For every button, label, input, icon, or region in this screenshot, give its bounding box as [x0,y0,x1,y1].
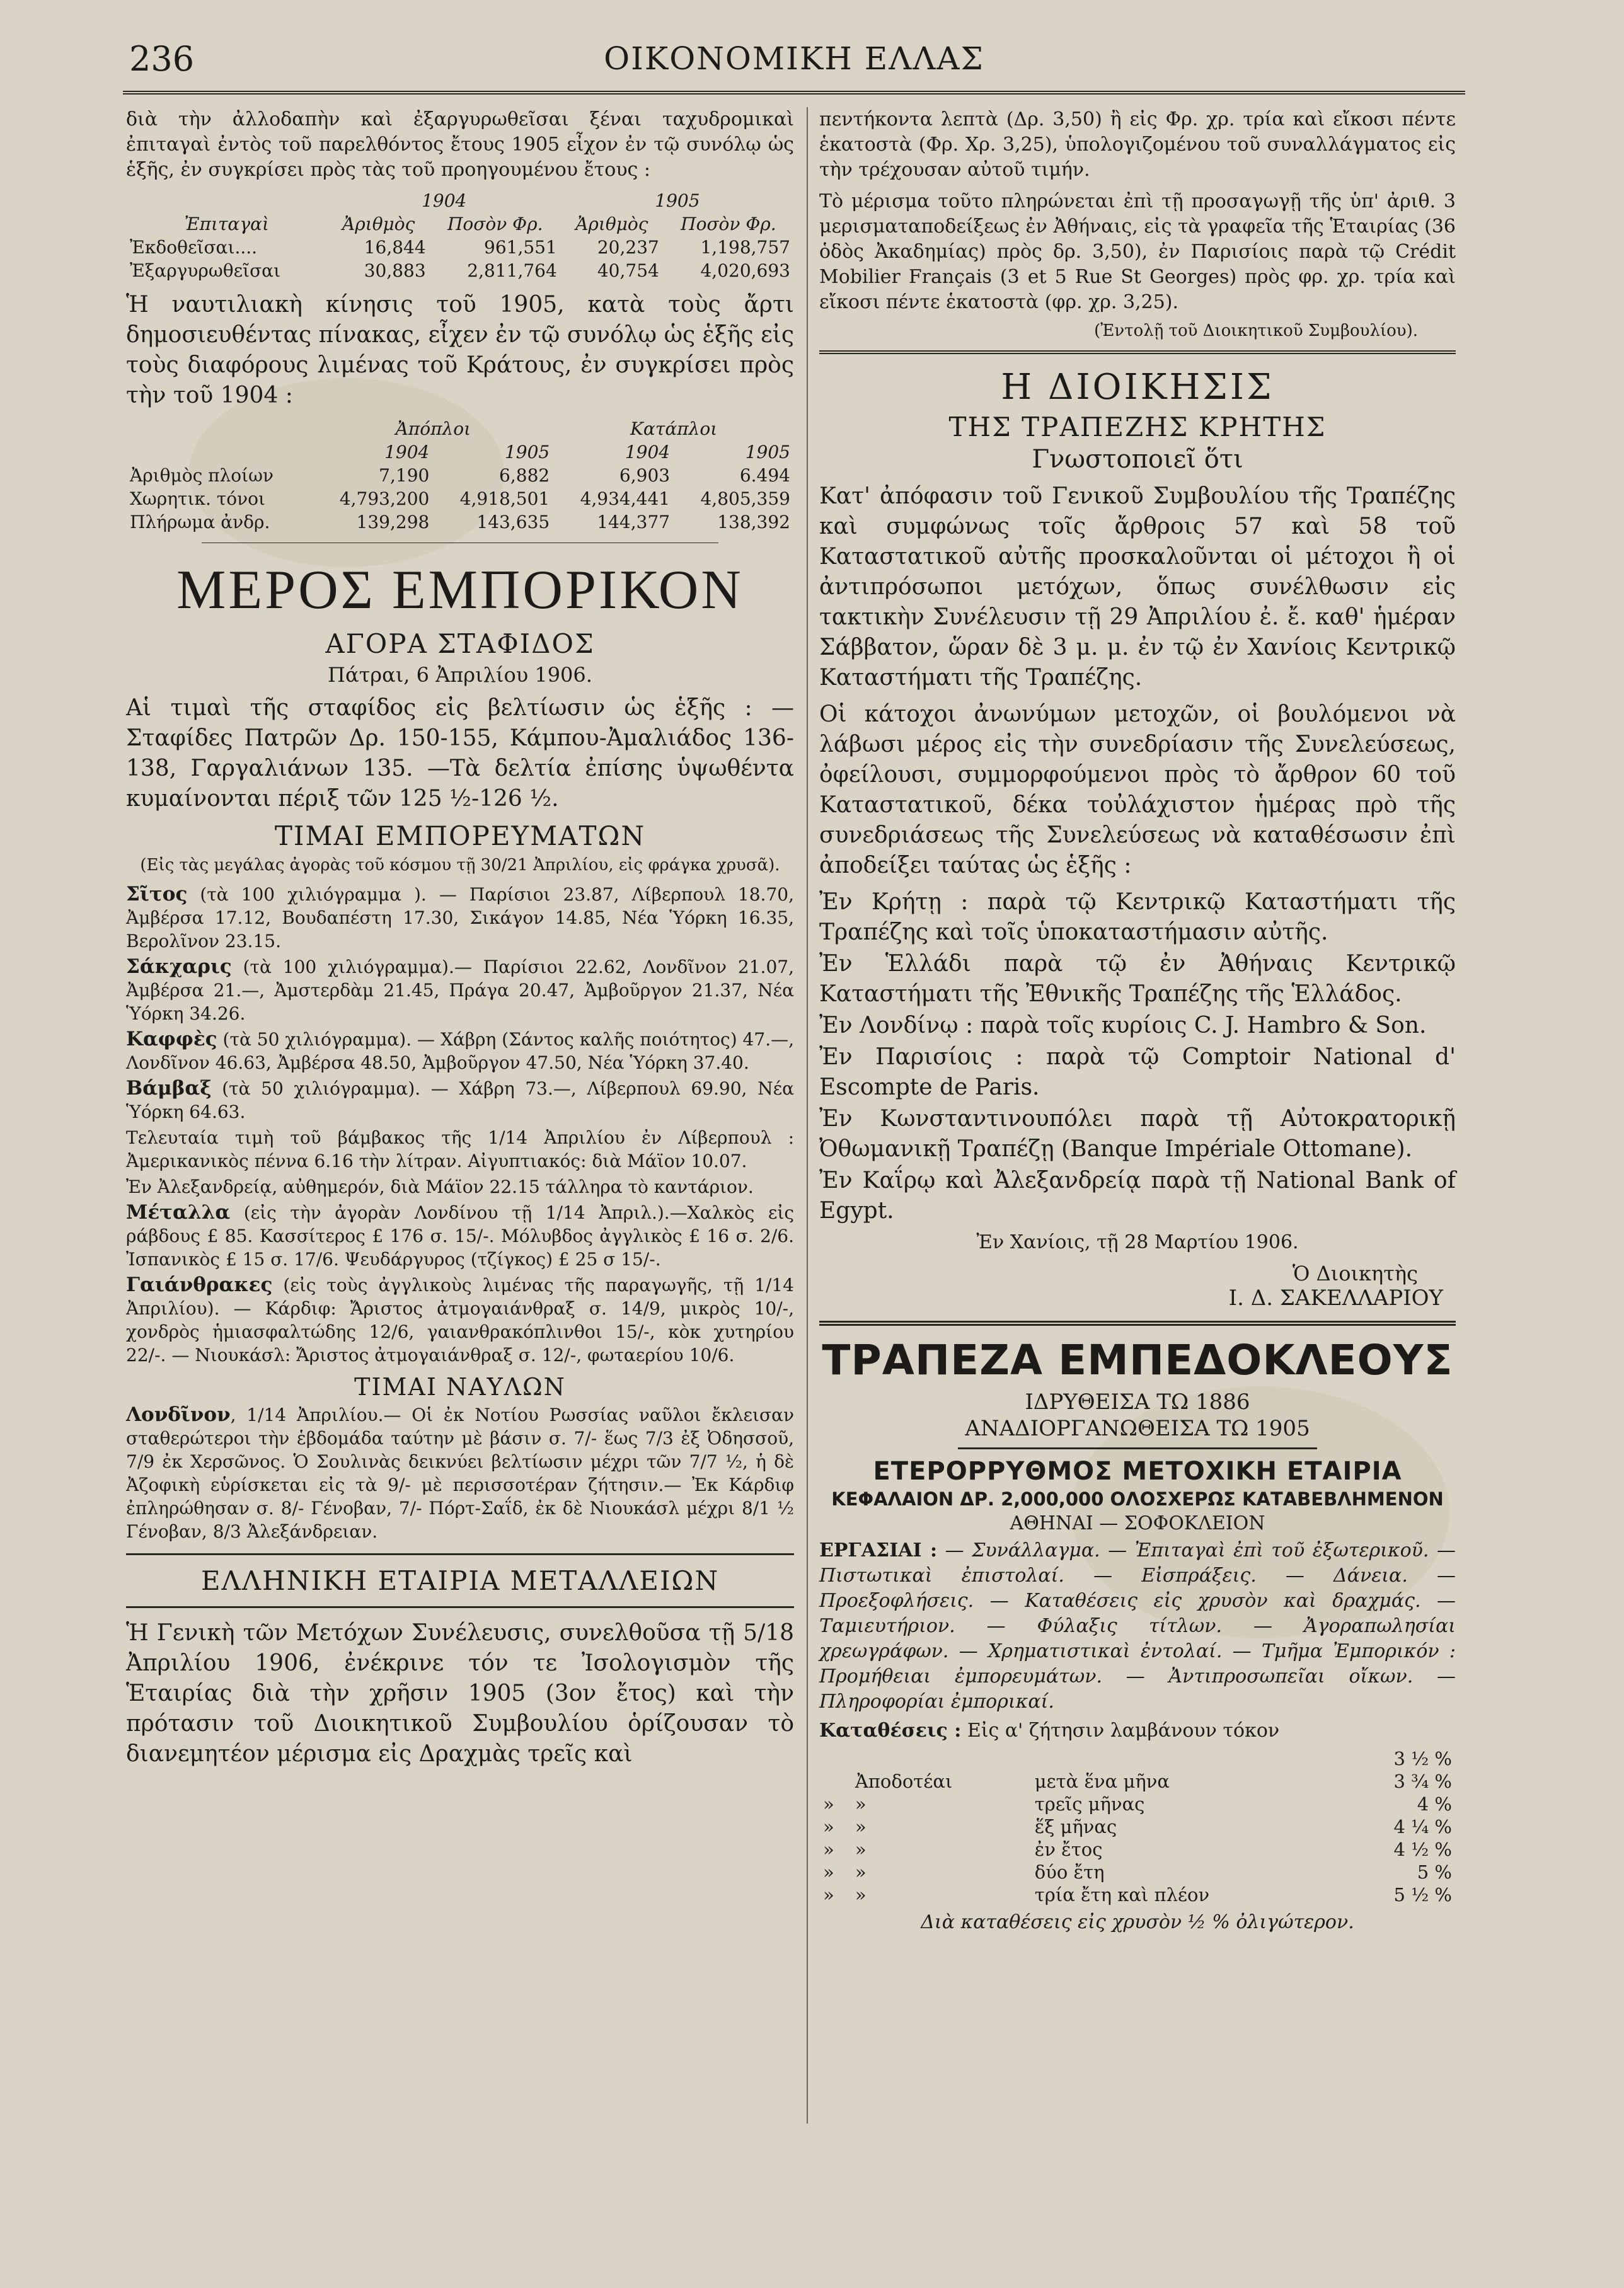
table-cell: τρεῖς μῆνας [1034,1793,1145,1815]
commodity-text: (τὰ 100 χιλιόγραμμα ). — Παρίσιοι 23.87, Λίβερπουλ 18.70, Ἀμβέρσα 17.12, Βουδαπέστη 17.30, Σικάγον 14.85, Νέα Ὑόρκη 16.35, Βερολῖνον 23.15. [126,884,794,951]
table-header: Ποσὸν Φρ. [447,214,543,234]
table-cell: » [823,1839,834,1860]
table-row [819,1815,1456,1838]
commodity-name: Καφφὲς [126,1028,217,1050]
table-cell: ἕξ μῆνας [1034,1816,1117,1837]
section-rule [126,1553,794,1555]
shipping-intro: Ἡ ναυτιλιακὴ κίνησις τοῦ 1905, κατὰ τοὺς ἄρτι δημοσιευθέντας πίνακας, εἶχεν ἐν τῷ συνόλῳ ὡς ἑξῆς εἰς τοὺς διαφόρους λιμένας τοῦ Κράτους, ἐν συγκρίσει πρὸς τὴν τοῦ 1904 : [126,292,794,408]
table-cell: 16,844 [364,237,426,258]
mining-company-text: Ἡ Γενικὴ τῶν Μετόχων Συνέλευσις, συνελθοῦσα τῇ 5/18 Ἀπριλίου 1906, ἐνέκρινε τόν τε Ἰσολογισμὸν τῆς Ἑταιρίας διὰ τὴν χρῆσιν 1905 (3ον ἔτος) καὶ τὴν πρότασιν τοῦ Διοικητικοῦ Συμβουλίου ὁρίζουσαν τὸ διανεμητέον μέρισμα εἰς Δραχμὰς τρεῖς καὶ [126,1620,794,1767]
commodity-text: (εἰς τὴν ἀγορὰν Λονδίνου τῇ 1/14 Ἀπριλ.).—Χαλκὸς εἰς ράβδους £ 85. Κασσίτερος £ 176 σ. 15/-. Μόλυβδος ἀγγλικὸς £ 16 σ. 2/6. Ἰσπανικὸς £ 15 σ. 17/6. Ψευδάργυρος (τζίγκος) £ 25 σ 15/-. [126,1202,794,1270]
bank-deposits [819,1718,1456,1744]
table-cell: Χωρητικ. τόνοι [130,488,265,509]
deposit-location: Ἐν Κωνσταντινουπόλει παρὰ τῇ Αὐτοκρατορικῇ Ὀθωμανικῇ Τραπέζῃ (Banque Impériale Ottomane). [819,1106,1456,1162]
table-cell: » [823,1884,834,1906]
table-cell: 20,237 [597,237,659,258]
meeting-notice: Κατ' ἀπόφασιν τοῦ Γενικοῦ Συμβουλίου τῆς Τραπέζης καὶ συμφώνως τοῖς ἄρθροις 57 καὶ 58 τοῦ Καταστατικοῦ αὐτῆς προσκαλοῦνται οἱ μέτοχοι ἢ οἱ ἀντιπρόσωποι μετόχων, ὅπως συνέλθωσιν εἰς τακτικὴν Συνέλευσιν τῇ 29 Ἀπριλίου ἐ. ἔ. καθ' ἡμέραν Σάββατον, ὥραν δὲ 3 μ. μ. ἐν τῷ ἐν Χανίοις Κεντρικῷ Καταστήματι τῆς Τραπέζης. [819,483,1456,691]
table-row [819,1793,1456,1815]
table-year-row [126,189,794,212]
commodity-item [126,1273,794,1367]
governor-label: Ὁ Διοικητὴς [1292,1262,1418,1285]
announcement-date: Ἐν Χανίοις, τῇ 28 Μαρτίου 1906. [976,1231,1299,1253]
table-cell: » [855,1816,867,1837]
table-cell: » [823,1816,834,1837]
right-column [819,107,1456,1933]
left-column [126,107,794,1776]
table-group: Κατάπλοι [630,418,718,439]
mining-company-title: ΕΛΛΗΝΙΚΗ ΕΤΑΙΡΙΑ ΜΕΤΑΛΛΕΙΩΝ [200,1565,720,1596]
table-cell [1031,1747,1343,1770]
table-cell: » [855,1793,867,1815]
page-header [123,33,1465,95]
table-row [126,464,794,487]
table-group: Ἀπόπλοι [395,418,471,439]
bank-capital: ΚΕΦΑΛΑΙΟΝ ΔΡ. 2,000,000 ΟΛΟΣΧΕΡΩΣ ΚΑΤΑΒΕΒΛΗΜΕΝΟΝ [831,1488,1444,1510]
deposit-location: Ἐν Κρήτῃ : παρὰ τῷ Κεντρικῷ Καταστήματι τῆς Τραπέζης καὶ τοῖς ὑποκαταστήμασιν αὐτῆς. [819,889,1456,945]
table-cell: » [823,1861,834,1883]
rate-cell: 4 ½ % [1393,1839,1452,1860]
table-cell: 1,198,757 [700,237,790,258]
table-cell: » [823,1793,834,1815]
dividend-payment-text: Τὸ μέρισμα τοῦτο πληρώνεται ἐπὶ τῇ προσαγωγῇ τῆς ὑπ' ἀριθ. 3 μερισματαποδείξεως ἐν Ἀθήναις, εἰς τὰ γραφεῖα τῆς Ἑταιρίας (36 ὁδὸς Ἀκαδημίας) πρὸς δρ. 3,50), ἐν Παρισίοις παρὰ τῷ Crédit Mobilier Français (3 et 5 Rue St Georges) πρὸς φρ. χρ. τρία καὶ εἴκοσι πέντε ἑκατοστὰ (φρ. χρ. 3,25). [819,190,1456,313]
table-cell: 4,934,441 [580,488,671,509]
commodity-text: Ἐν Ἀλεξανδρείᾳ, αὐθημερόν, διὰ Μάϊον 22.15 τάλληρα τὸ καντάριον. [126,1176,754,1197]
shareholder-instructions: Οἱ κάτοχοι ἀνωνύμων μετοχῶν, οἱ βουλόμενοι νὰ λάβωσι μέρος εἰς τὴν συνεδρίασιν τῆς Συνελεύσεως, ὀφείλουσι, συμμορφούμενοι πρὸς τὸ ἄρθρον 60 τοῦ Καταστατικοῦ, δέκα τοὐλάχιστον ἡμέρας πρὸ τῆς συνεδριάσεως τῆς Συνελεύσεως νὰ καταθέσωσιν ἐπὶ ἀποδείξει ταύτας ὡς ἑξῆς : [819,701,1456,878]
table-header: Ἐπιταγαὶ [184,214,269,234]
table-cell: 40,754 [597,260,659,281]
empedokleous-bank-title: ΤΡΑΠΕΖΑ ΕΜΠΕΔΟΚΛΕΟΥΣ [822,1336,1453,1384]
table-cell: Ἀριθμὸς πλοίων [130,465,274,486]
table-year: 1904 [625,442,671,463]
page-number: 236 [129,39,195,79]
freight-city: Λονδῖνον [126,1403,231,1426]
table-cell [819,1747,851,1770]
table-cell [851,1747,1031,1770]
commodity-item [126,1201,794,1271]
rate-cell: 3 ¾ % [1393,1771,1452,1792]
table-cell: » [855,1884,867,1906]
dividend-text: πεντήκοντα λεπτὰ (Δρ. 3,50) ἢ εἰς Φρ. χρ. τρία καὶ εἴκοσι πέντε ἑκατοστὰ (Φρ. Χρ. 3,25), ὑπολογιζομένου τοῦ συναλλάγματος εἰς τὴν τρέχουσαν αὐτοῦ τιμήν. [819,108,1456,181]
board-signature: (Ἐντολῇ τοῦ Διοικητικοῦ Συμβουλίου). [1094,321,1418,340]
table-cell: μετὰ ἕνα μῆνα [1034,1771,1170,1792]
freight-text: , 1/14 Ἀπριλίου.— Οἱ ἐκ Νοτίου Ρωσσίας ναῦλοι ἔκλεισαν σταθερώτεροι τὴν ἑβδομάδα ταύτην μὲ βάσιν σ. 7/- ἕως 7/3 ἐξ Ὀδησσοῦ, 7/9 ἐκ Χερσῶνος. Ὁ Σουλινὰς δεικνύει βελτίωσιν μέχρι τῶν 7/7 ½, ἡ δὲ Ἀζοφικὴ εὑρίσκεται εἰς τὰ 9/- μὲ περισσοτέραν ζήτησιν.— Ἐκ Κάρδιφ ἐπληρώθησαν σ. 8/- Γένοβαν, 7/- Πόρτ-Σαΐδ, ἐκ δὲ Νιουκάσλ μέχρι 8/1 ½ Γένοβαν, 8/3 Ἀλεξάνδρειαν. [126,1405,794,1542]
table-cell: Ἀποδοτέαι [855,1771,953,1792]
deposit-location: Ἐν Καΐρῳ καὶ Ἀλεξανδρείᾳ παρὰ τῇ National Bank of Egypt. [819,1168,1456,1224]
bank-reorganized: ΑΝΑΔΙΟΡΓΑΝΩΘΕΙΣΑ ΤΩ 1905 [965,1416,1310,1441]
table-header-row [126,212,794,236]
commodity-item [126,883,794,953]
table-cell: » [855,1861,867,1883]
commodity-text: (τὰ 50 χιλιόγραμμα). — Χάβρη (Σάντος καλῆς ποιότητος) 47.—, Λονδῖνον 46.63, Ἀμβέρσα 48.50, Ἀμβοῦργον 47.50, Νέα Ὑόρκη 37.40. [126,1029,794,1073]
commodity-item [126,1028,794,1074]
bank-deposits-head: Εἰς α' ζήτησιν λαμβάνουν τόκον [961,1720,1280,1742]
postal-orders-intro: διὰ τὴν ἀλλοδαπὴν καὶ ἐξαργυρωθεῖσαι ξέναι ταχυδρομικαὶ ἐπιταγαὶ ἐντὸς τοῦ παρελθόντος ἔτους 1905 εἶχον ἐν τῷ συνόλῳ ὡς ἑξῆς, ἐν συγκρίσει πρὸς τὰς τοῦ προηγουμένου ἔτους : [126,108,794,181]
rate-cell: 4 % [1417,1793,1452,1815]
table-row [819,1770,1456,1793]
table-cell: 7,190 [379,465,430,486]
table-cell: 144,377 [597,512,671,532]
table-year-row [126,440,794,464]
table-cell: Πλήρωμα ἀνδρ. [130,512,270,532]
table-row [819,1883,1456,1906]
table-group-row [126,417,794,440]
table-cell: 6,882 [499,465,550,486]
table-row [819,1747,1456,1770]
table-cell: 143,635 [476,512,550,532]
table-header: Ἀριθμὸς [575,214,648,234]
bank-company-type: ΕΤΕΡΟΡΡΥΘΜΟΣ ΜΕΤΟΧΙΚΗ ΕΤΑΙΡΙΑ [873,1457,1402,1486]
bank-operations-label: ΕΡΓΑΣΙΑΙ : [819,1539,938,1561]
table-year: 1904 [384,442,430,463]
table-row [126,487,794,510]
column-divider [807,107,808,2124]
table-cell: » [855,1839,867,1860]
table-cell: 961,551 [484,237,557,258]
commodity-item [126,1175,794,1199]
administration-title: Η ΔΙΟΙΚΗΣΙΣ [1001,367,1274,408]
freight-item [126,1403,794,1543]
freight-prices-title: ΤΙΜΑΙ ΝΑΥΛΩΝ [354,1373,566,1401]
table-cell: 139,298 [356,512,430,532]
table-cell: δύο ἔτη [1034,1861,1105,1883]
raisin-market-title: ΑΓΟΡΑ ΣΤΑΦΙΔΟΣ [325,628,595,659]
commodity-name: Γαιάνθρακες [126,1273,273,1296]
table-year: 1905 [504,442,550,463]
table-row [819,1861,1456,1883]
commodity-text: (τὰ 100 χιλιόγραμμα).— Παρίσιοι 22.62, Λονδῖνον 21.07, Ἀμβέρσα 21.—, Ἀμστερδὰμ 21.45, Πράγα 20.47, Ἀμβοῦργον 21.37, Νέα Ὑόρκη 34.26. [126,957,794,1024]
bank-founded: ΙΔΡΥΘΕΙΣΑ ΤΩ 1886 [1025,1389,1250,1415]
bank-of-crete-title: ΤΗΣ ΤΡΑΠΕΖΗΣ ΚΡΗΤΗΣ [948,411,1327,442]
commodity-prices-note: (Εἰς τὰς μεγάλας ἀγορὰς τοῦ κόσμου τῇ 30/21 Ἀπριλίου, εἰς φράγκα χρυσᾶ). [140,856,780,875]
commodity-name: Μέταλλα [126,1201,231,1224]
governor-name: Ι. Δ. ΣΑΚΕΛΛΑΡΙΟΥ [1228,1285,1443,1311]
commodity-text: Τελευταία τιμὴ τοῦ βάμβακος τῆς 1/14 Ἀπριλίου ἐν Λίβερπουλ : Ἀμερικανικὸς πέννα 6.16 τὴν λίτραν. Αἰγυπτιακός: διὰ Μάϊον 10.07. [126,1127,794,1171]
gold-deposit-note: Διὰ καταθέσεις εἰς χρυσὸν ½ % ὀλιγώτερον. [921,1911,1354,1933]
table-cell: Ἐξαργυρωθεῖσαι [130,260,281,281]
postal-orders-table [126,189,794,282]
commodity-text: (τὰ 50 χιλιόγραμμα). — Χάβρη 73.—, Λίβερπουλ 69.90, Νέα Ὑόρκη 64.63. [126,1078,794,1122]
bank-deposits-label: Καταθέσεις : [819,1720,962,1742]
bank-operations-text: — Συνάλλαγμα. — Ἐπιταγαὶ ἐπὶ τοῦ ἐξωτερικοῦ. — Πιστωτικαὶ ἐπιστολαί. — Εἰσπράξεις. — Δάνεια. — Προεξοφλήσεις. — Καταθέσεις εἰς χρυσὸν καὶ δραχμάς. — Ταμιευτήριον. — Φύλαξις τίτλων. — Ἀγοραπωλησίαι χρεωγράφων. — Χρηματιστικαὶ ἐντολαί. — Τμῆμα Ἐμπορικόν : Προμήθειαι ἐμπορευμάτων. — Ἀντιπροσωπεῖαι οἴκων. — Πληροφορίαι ἐμπορικαί. [819,1539,1456,1713]
commodity-name: Βάμβαξ [126,1077,212,1100]
table-cell: 2,811,764 [467,260,557,281]
table-cell: 138,392 [717,512,790,532]
table-header: Ποσὸν Φρ. [681,214,776,234]
bank-location: ΑΘΗΝΑΙ — ΣΟΦΟΚΛΕΙΟΝ [1010,1512,1265,1534]
table-cell [819,1770,851,1793]
raisin-dateline: Πάτραι, 6 Ἀπριλίου 1906. [328,663,592,687]
deposit-location: Ἐν Παρισίοις : παρὰ τῷ Comptoir National d' Escompte de Paris. [819,1044,1456,1100]
table-cell: 6,903 [619,465,671,486]
table-row [819,1838,1456,1861]
table-cell: Ἐκδοθεῖσαι.... [130,237,258,258]
table-year: 1905 [655,190,700,211]
commodity-item [126,1077,794,1124]
deposit-location: Ἐν Λονδίνῳ : παρὰ τοῖς κυρίοις C. J. Hambro & Son. [819,1013,1427,1038]
table-year: 1905 [745,442,790,463]
deposit-location: Ἐν Ἑλλάδι παρὰ τῷ ἐν Ἀθήναις Κεντρικῷ Καταστήματι τῆς Ἐθνικῆς Τραπέζης τῆς Ἑλλάδος. [819,951,1456,1007]
table-row [126,236,794,259]
commodity-name: Σῖτος [126,883,188,905]
running-title: ΟΙΚΟΝΟΜΙΚΗ ΕΛΛΑΣ [604,40,984,77]
raisin-text: Αἱ τιμαὶ τῆς σταφίδος εἰς βελτίωσιν ὡς ἑξῆς : — Σταφίδες Πατρῶν Δρ. 150-155, Κάμπου-Ἀμαλιάδος 136-138, Γαργαλιάνων 135. —Τὰ δελτία ἐπίσης ὑψωθέντα κυμαίνονται πέριξ τῶν 125 ½-126 ½. [126,695,794,812]
rate-cell: 3 ½ % [1393,1748,1452,1769]
table-year: 1904 [422,190,467,211]
table-cell: τρία ἔτη καὶ πλέον [1034,1884,1210,1906]
commodity-name: Σάκχαρις [126,955,232,978]
rate-cell: 4 ¼ % [1393,1816,1452,1837]
commodity-item [126,955,794,1025]
section-rule [819,1321,1456,1326]
section-title: ΜΕΡΟΣ ΕΜΠΟΡΙΚΟΝ [176,560,744,621]
interest-rates-table [819,1747,1456,1906]
table-cell: 4,020,693 [700,260,790,281]
announcement-heading: Γνωστοποιεῖ ὅτι [1032,445,1243,474]
table-cell: ἐν ἔτος [1034,1839,1103,1860]
bank-operations [819,1538,1456,1715]
section-rule [958,1447,1317,1449]
commodity-item [126,1126,794,1173]
table-cell: 4,793,200 [339,488,430,509]
shipping-table [126,417,794,534]
commodity-text: (εἰς τοὺς ἀγγλικοὺς λιμένας τῆς παραγωγῆς, τῇ 1/14 Ἀπριλίου). — Κάρδιφ: Ἄριστος ἀτμογαιάνθραξ σ. 14/9, μικρὸς 10/-, χονδρὸς ἡμιασφαλτώδης 12/6, γαιανθρακόπλινθοι 15/-, κὸκ χυτηρίου 22/-. — Νιουκάσλ: Ἄριστος ἀτμογαιάνθραξ σ. 12/-, φωταερίου 10/6. [126,1275,794,1365]
section-rule [126,1606,794,1608]
rate-cell: 5 ½ % [1393,1884,1452,1906]
table-cell: 30,883 [364,260,426,281]
table-row [126,510,794,534]
section-rule [819,350,1456,354]
table-row [126,259,794,282]
table-header: Ἀριθμὸς [342,214,415,234]
commodity-prices-title: ΤΙΜΑΙ ΕΜΠΟΡΕΥΜΑΤΩΝ [274,820,646,851]
table-cell: 4,918,501 [459,488,550,509]
table-cell: 4,805,359 [700,488,790,509]
table-cell: 6.494 [739,465,790,486]
rate-cell: 5 % [1417,1861,1452,1883]
